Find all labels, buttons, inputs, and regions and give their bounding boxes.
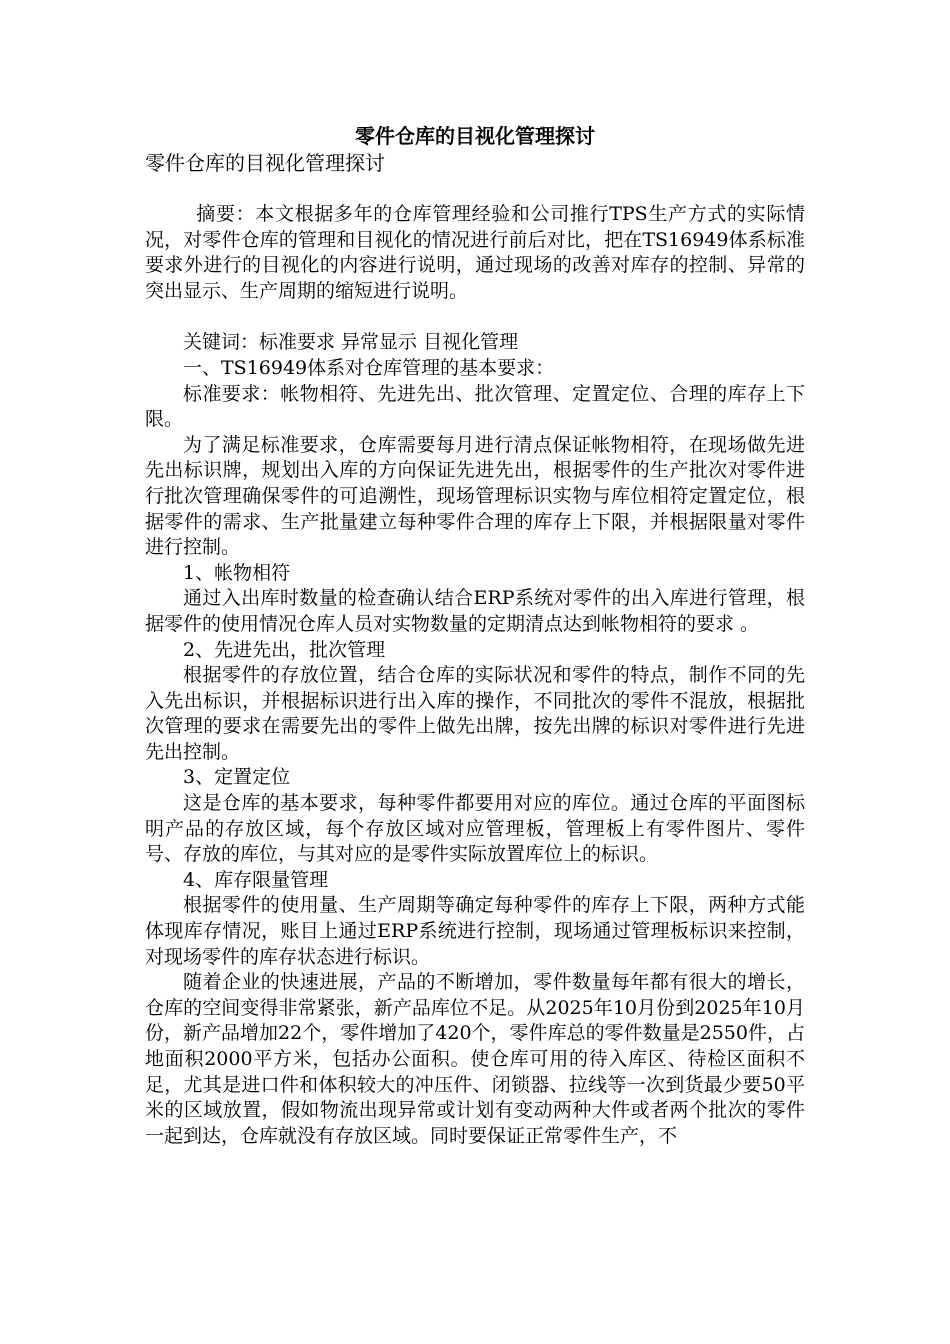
growth-paragraph: 随着企业的快速进展，产品的不断增加，零件数量每年都有很大的增长，仓库的空间变得非常紧张，新产品库位不足。从2025年10月份到2025年10月份，新产品增加22个，零件增加了420个，零件库总的零件数量是2550件，占地面积2000平方米，包括办公面积。使仓库可用的待入库区、待检区面积不足，尤其是进口件和体积较大的冲压件、闭锁器、拉线等一次到货最少要50平米的区域放置，假如物流出现异常或计划有变动两种大件或者两个批次的零件一起到达，仓库就没有存放区域。同时要保证正常零件生产，不 (145, 971, 805, 1147)
document-title: 零件仓库的目视化管理探讨 (355, 124, 595, 148)
subheading-account-match: 1、帐物相符 (183, 561, 291, 584)
subheading-fixed-location: 3、定置定位 (183, 766, 291, 789)
inventory-limit-paragraph: 根据零件的使用量、生产周期等确定每种零件的库存上下限，两种方式能体现库存情况，账目上通过ERP系统进行控制，现场通过管理板标识来控制，对现场零件的库存状态进行标识。 (145, 894, 805, 968)
abstract-paragraph: 摘要：本文根据多年的仓库管理经验和公司推行TPS生产方式的实际情况，对零件仓库的管理和目视化的情况进行前后对比，把在TS16949体系标准要求外进行的目视化的内容进行说明，通过现场的改善对库存的控制、异常的突出显示、生产周期的缩短进行说明。 (145, 203, 805, 302)
section-heading-1: 一、TS16949体系对仓库管理的基本要求： (183, 356, 555, 379)
subheading-inventory-limit: 4、库存限量管理 (183, 868, 329, 891)
document-subtitle: 零件仓库的目视化管理探讨 (145, 151, 385, 175)
account-match-paragraph: 通过入出库时数量的检查确认结合ERP系统对零件的出入库进行管理，根据零件的使用情况仓库人员对实物数量的定期清点达到帐物相符的要求 。 (145, 587, 805, 635)
fifo-batch-paragraph: 根据零件的存放位置，结合仓库的实际状况和零件的特点，制作不同的先入先出标识，并根据标识进行出入库的操作，不同批次的零件不混放，根据批次管理的要求在需要先出的零件上做先出牌，按先出牌的标识对零件进行先进先出控制。 (145, 664, 805, 763)
subheading-fifo-batch: 2、先进先出，批次管理 (183, 638, 386, 661)
blank-line (145, 176, 805, 202)
document-body (145, 122, 805, 1149)
blank-line (145, 304, 805, 330)
fixed-location-paragraph: 这是仓库的基本要求，每种零件都要用对应的库位。通过仓库的平面图标明产品的存放区域，每个存放区域对应管理板，管理板上有零件图片、零件号、存放的库位，与其对应的是零件实际放置库位上的标识。 (145, 792, 805, 866)
standard-requirements-paragraph: 标准要求：帐物相符、先进先出、批次管理、定置定位、合理的库存上下限。 (145, 382, 805, 431)
keywords-line: 关键词：标准要求 异常显示 目视化管理 (183, 331, 519, 354)
requirements-explanation-paragraph: 为了满足标准要求，仓库需要每月进行清点保证帐物相符，在现场做先进先出标识牌，规划出入库的方向保证先进先出，根据零件的生产批次对零件进行批次管理确保零件的可追溯性，现场管理标识实物与库位相符定置定位，根据零件的需求、生产批量建立每种零件合理的库存上下限，并根据限量对零件进行控制。 (145, 433, 805, 559)
